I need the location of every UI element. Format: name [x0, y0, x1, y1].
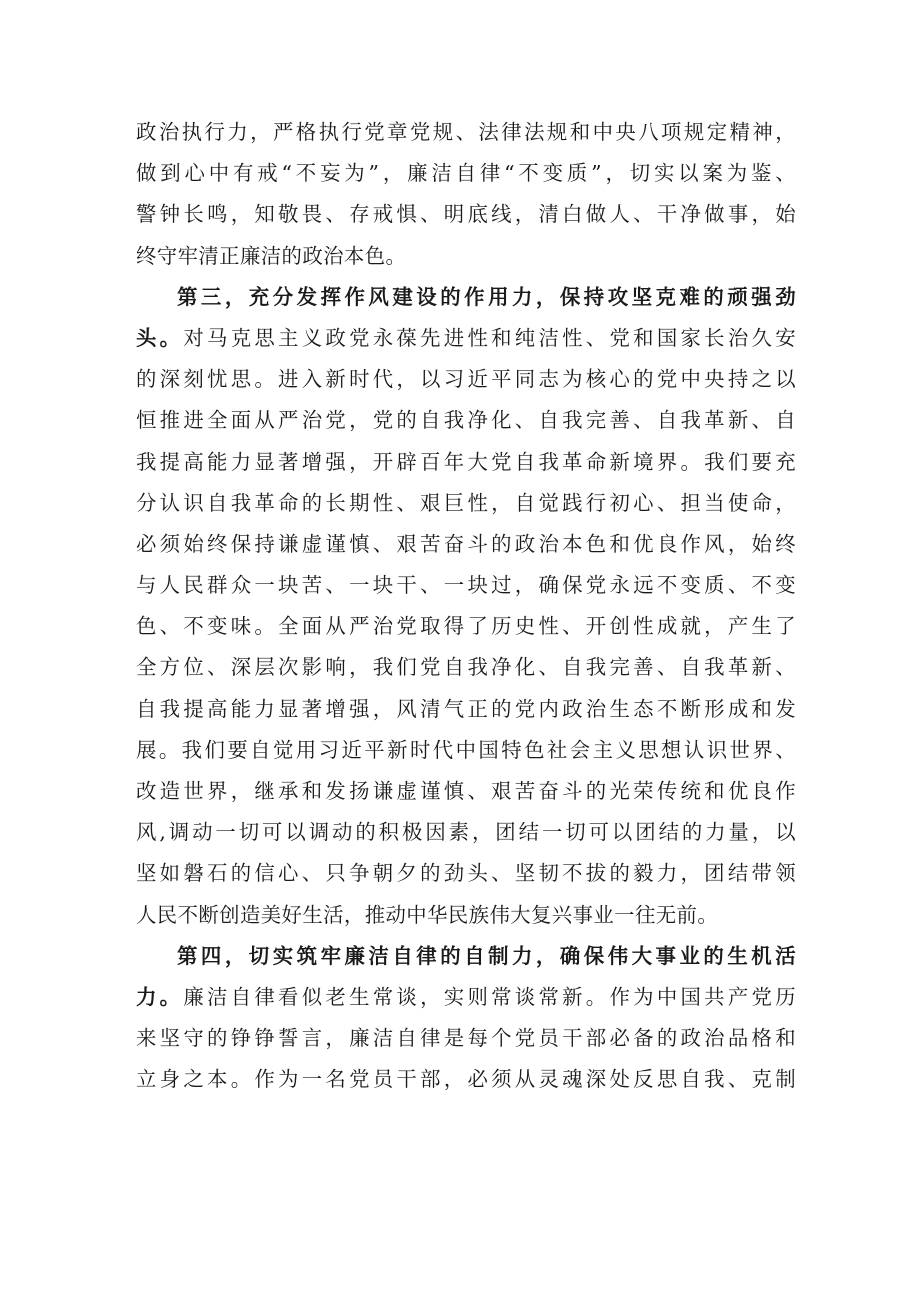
- text-line: 做到心中有戒“不妄为”，廉洁自律“不变质”，切实以案为鉴、: [136, 161, 796, 186]
- text-line: 警钟长鸣，知敬畏、存戒惧、明底线，清白做人、干净做事，始: [136, 202, 796, 227]
- text-line: 终守牢清正廉洁的政治本色。: [136, 243, 407, 268]
- text-line: 我提高能力显著增强，开辟百年大党自我革命新境界。我们要充: [136, 449, 796, 474]
- text-line: 与人民群众一块苦、一块干、一块过，确保党永远不变质、不变: [136, 573, 796, 598]
- text-line: 风,调动一切可以调动的积极因素，团结一切可以团结的力量，以: [136, 820, 796, 845]
- text-line: 的深刻忧思。进入新时代，以习近平同志为核心的党中央持之以: [136, 367, 796, 392]
- paragraph-2: [136, 277, 796, 936]
- paragraph-1: [136, 112, 796, 277]
- text-line: 坚如磐石的信心、只争朝夕的劲头、坚韧不拔的毅力，团结带领: [136, 861, 796, 886]
- text-line: 立身之本。作为一名党员干部，必须从灵魂深处反思自我、克制: [136, 1067, 796, 1092]
- text-line: 自我提高能力显著增强，风清气正的党内政治生态不断形成和发: [136, 696, 796, 721]
- paragraph-3: [136, 936, 796, 1101]
- text-line: 分认识自我革命的长期性、艰巨性，自觉践行初心、担当使命，: [136, 490, 796, 515]
- text-line: 色、不变味。全面从严治党取得了历史性、开创性成就，产生了: [136, 614, 796, 639]
- text-line: 来坚守的铮铮誓言，廉洁自律是每个党员干部必备的政治品格和: [136, 1026, 796, 1051]
- document-body: [136, 112, 796, 1101]
- text-line: 人民不断创造美好生活，推动中华民族伟大复兴事业一往无前。: [136, 902, 719, 927]
- text-line: 必须始终保持谦虚谨慎、艰苦奋斗的政治本色和优良作风，始终: [136, 531, 796, 556]
- text-line: 头。对马克思主义政党永葆先进性和纯洁性、党和国家长治久安: [136, 325, 796, 350]
- text-line: 政治执行力，严格执行党章党规、法律法规和中央八项规定精神，: [136, 120, 796, 144]
- text-line: 力。廉洁自律看似老生常谈，实则常谈常新。作为中国共产党历: [136, 984, 796, 1009]
- text-line: 全方位、深层次影响，我们党自我净化、自我完善、自我革新、: [136, 655, 796, 680]
- text-line: 展。我们要自觉用习近平新时代中国特色社会主义思想认识世界、: [136, 737, 796, 762]
- section-heading-line: 第三，充分发挥作风建设的作用力，保持攻坚克难的顽强劲: [177, 284, 796, 309]
- text-line: 改造世界，继承和发扬谦虚谨慎、艰苦奋斗的光荣传统和优良作: [136, 779, 796, 803]
- text-line: 恒推进全面从严治党，党的自我净化、自我完善、自我革新、自: [136, 408, 796, 433]
- section-heading-line: 第四，切实筑牢廉洁自律的自制力，确保伟大事业的生机活: [177, 943, 796, 968]
